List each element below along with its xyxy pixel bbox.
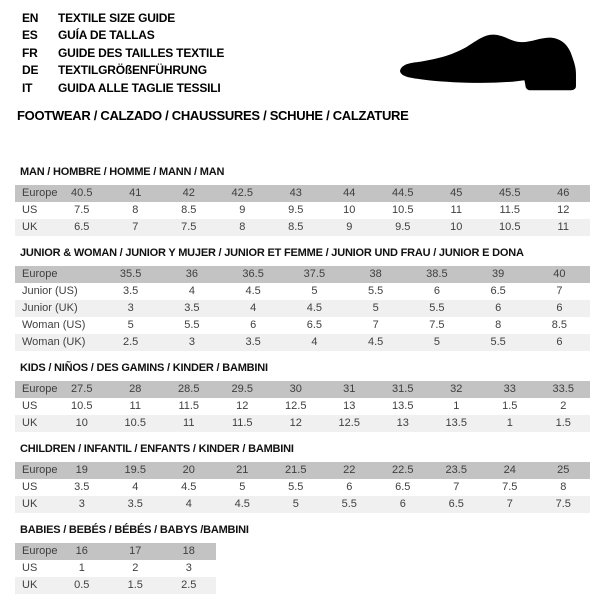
row-label: Europe [22, 545, 58, 557]
size-cell: 12 [236, 400, 249, 412]
language-title-list [22, 9, 224, 97]
size-cell: 7.5 [429, 319, 445, 331]
size-table-junior-woman [15, 266, 590, 351]
size-cell: 11 [450, 204, 462, 216]
size-cell: 5.5 [490, 336, 506, 348]
size-cell: 7 [556, 285, 563, 297]
size-cell: 7 [372, 319, 379, 331]
size-cell: 40.5 [71, 187, 93, 199]
size-cell: 8.5 [551, 319, 568, 331]
size-cell: 8.5 [181, 204, 197, 216]
row-label: UK [22, 221, 38, 233]
size-cell: 4 [132, 481, 139, 493]
size-cell: 13.5 [445, 417, 467, 429]
size-table-babies [15, 543, 216, 594]
size-cell: 10 [343, 204, 356, 216]
row-label: Woman (US) [22, 319, 86, 331]
size-cell: 2.5 [122, 336, 139, 348]
size-cell: 6 [433, 285, 440, 297]
size-cell: 7.5 [181, 221, 197, 233]
size-cell: 1 [453, 400, 460, 412]
language-row-en [22, 9, 224, 27]
size-cell: 2 [560, 400, 567, 412]
size-section-kids [15, 363, 590, 432]
row-label: Europe [22, 464, 58, 476]
size-cell: 3 [78, 498, 85, 510]
language-label: GUIDE DES TAILLES TEXTILE [58, 45, 225, 60]
size-cell: 3.5 [127, 498, 143, 510]
size-cell: 9 [346, 221, 353, 233]
size-cell: 6 [250, 319, 257, 331]
size-cell: 12 [289, 417, 302, 429]
size-cell: 6 [346, 481, 353, 493]
size-cell: 39 [492, 268, 505, 280]
size-cell: 43 [289, 187, 302, 199]
size-cell: 4.5 [181, 481, 197, 493]
language-row-fr [22, 44, 224, 62]
language-code: ES [22, 28, 38, 43]
size-cell: 33 [503, 383, 516, 395]
size-cell: 44 [343, 187, 356, 199]
size-cell: 10.5 [499, 221, 521, 233]
size-cell: 0.5 [74, 579, 90, 591]
row-label: UK [22, 579, 38, 591]
size-cell: 7 [506, 498, 513, 510]
size-cell: 37.5 [303, 268, 326, 280]
size-cell: 6.5 [448, 498, 464, 510]
category-heading: FOOTWEAR / CALZADO / CHAUSSURES / SCHUHE / CALZATURE [17, 108, 409, 123]
size-cell: 11 [183, 417, 195, 429]
size-cell: 17 [129, 545, 142, 557]
size-row-junior-woman-2 [15, 300, 590, 317]
size-cell: 5 [433, 336, 440, 348]
size-cell: 12.5 [285, 400, 307, 412]
language-row-de [22, 62, 224, 80]
size-cell: 6 [495, 302, 502, 314]
section-title-man: MAN / HOMBRE / HOMME / MANN / MAN [20, 166, 225, 178]
language-label: GUIDA ALLE TAGLIE TESSILI [58, 80, 221, 95]
size-cell: 38.5 [426, 268, 448, 280]
row-label: Europe [22, 383, 58, 395]
size-cell: 4 [250, 302, 257, 314]
size-cell: 2.5 [181, 579, 197, 591]
section-title-children: CHILDREN / INFANTIL / ENFANTS / KINDER / BAMBINI [20, 443, 294, 455]
language-row-it [22, 79, 224, 97]
size-cell: 6 [556, 302, 563, 314]
size-cell: 6.5 [74, 221, 90, 233]
size-sections [15, 167, 590, 600]
row-label: UK [22, 498, 38, 510]
size-row-man-1 [15, 202, 590, 219]
size-row-man-2 [15, 219, 590, 236]
size-cell: 30 [289, 383, 302, 395]
size-cell: 5 [311, 285, 318, 297]
section-title-kids: KIDS / NIÑOS / DES GAMINS / KINDER / BAMBINI [20, 362, 268, 374]
size-cell: 42.5 [231, 187, 253, 199]
size-cell: 19.5 [124, 464, 146, 476]
size-cell: 21 [236, 464, 249, 476]
size-cell: 3 [185, 562, 192, 574]
size-cell: 5 [292, 498, 299, 510]
size-row-kids-0 [15, 381, 590, 398]
size-cell: 8.5 [288, 221, 304, 233]
size-cell: 7 [453, 481, 460, 493]
section-title-junior-woman: JUNIOR & WOMAN / JUNIOR Y MUJER / JUNIOR ET FEMME / JUNIOR UND FRAU / JUNIOR E DONA [20, 247, 524, 259]
size-cell: 9.5 [395, 221, 411, 233]
language-code: FR [22, 45, 38, 60]
size-cell: 24 [503, 464, 516, 476]
size-cell: 4.5 [306, 302, 323, 314]
size-cell: 5.5 [288, 481, 304, 493]
language-code: IT [22, 80, 33, 95]
size-cell: 9.5 [288, 204, 304, 216]
row-label: US [22, 562, 38, 574]
language-label: TEXTILGRÖßENFÜHRUNG [58, 63, 207, 78]
size-cell: 11.5 [178, 400, 200, 412]
size-cell: 32 [450, 383, 463, 395]
language-label: TEXTILE SIZE GUIDE [58, 10, 176, 25]
row-label: UK [22, 417, 38, 429]
size-cell: 10 [450, 221, 463, 233]
row-label: US [22, 204, 38, 216]
size-cell: 7.5 [502, 481, 518, 493]
language-label: GUÍA DE TALLAS [58, 28, 155, 43]
row-label: US [22, 481, 38, 493]
size-cell: 6.5 [490, 285, 506, 297]
size-cell: 38 [369, 268, 382, 280]
size-section-babies [15, 525, 590, 594]
size-cell: 4 [311, 336, 318, 348]
size-cell: 3 [188, 336, 195, 348]
row-label: Junior (US) [22, 285, 78, 297]
language-code: EN [22, 10, 39, 25]
size-cell: 45 [450, 187, 463, 199]
size-section-man [15, 167, 590, 236]
size-cell: 5 [372, 302, 379, 314]
size-cell: 3.5 [184, 302, 200, 314]
size-cell: 6.5 [306, 319, 323, 331]
size-row-children-0 [15, 462, 590, 479]
size-cell: 6 [556, 336, 563, 348]
size-cell: 28.5 [178, 383, 200, 395]
size-cell: 5.5 [367, 285, 384, 297]
size-cell: 23.5 [445, 464, 467, 476]
size-table-kids [15, 381, 590, 432]
size-cell: 4 [185, 498, 192, 510]
size-cell: 40 [553, 268, 566, 280]
size-cell: 16 [75, 545, 88, 557]
size-cell: 2 [132, 562, 139, 574]
size-cell: 36 [185, 268, 198, 280]
size-section-junior-woman [15, 248, 590, 351]
size-row-children-2 [15, 496, 590, 513]
size-cell: 1.5 [502, 400, 518, 412]
size-cell: 13.5 [392, 400, 414, 412]
size-cell: 5.5 [341, 498, 357, 510]
row-label: US [22, 400, 38, 412]
size-row-kids-1 [15, 398, 590, 415]
size-cell: 28 [129, 383, 142, 395]
language-code: DE [22, 63, 39, 78]
size-cell: 12 [557, 204, 570, 216]
size-cell: 13 [343, 400, 356, 412]
size-cell: 22.5 [392, 464, 414, 476]
size-cell: 11 [557, 221, 569, 233]
size-cell: 4 [188, 285, 195, 297]
size-cell: 22 [343, 464, 356, 476]
size-cell: 46 [557, 187, 570, 199]
size-cell: 7.5 [74, 204, 90, 216]
size-row-babies-1 [15, 560, 216, 577]
size-row-junior-woman-0 [15, 266, 590, 283]
row-label: Junior (UK) [22, 302, 78, 314]
language-row-es [22, 27, 224, 45]
size-cell: 21.5 [285, 464, 307, 476]
size-cell: 13 [396, 417, 409, 429]
size-row-junior-woman-4 [15, 334, 590, 351]
size-cell: 33.5 [552, 383, 574, 395]
row-label: Europe [22, 268, 58, 280]
size-cell: 3.5 [245, 336, 261, 348]
size-cell: 5 [239, 481, 246, 493]
size-cell: 42 [182, 187, 195, 199]
size-cell: 45.5 [499, 187, 521, 199]
size-cell: 9 [239, 204, 246, 216]
section-title-babies: BABIES / BEBÉS / BÉBÉS / BABYS /BAMBINI [20, 524, 249, 536]
size-row-man-0 [15, 185, 590, 202]
size-cell: 10.5 [71, 400, 93, 412]
size-cell: 1.5 [127, 579, 143, 591]
size-cell: 6.5 [395, 481, 411, 493]
size-row-kids-2 [15, 415, 590, 432]
size-cell: 8 [239, 221, 246, 233]
size-cell: 11.5 [499, 204, 521, 216]
size-row-babies-0 [15, 543, 216, 560]
size-cell: 3.5 [122, 285, 139, 297]
size-cell: 4.5 [245, 285, 261, 297]
size-section-children [15, 444, 590, 513]
row-label: Europe [22, 187, 58, 199]
size-cell: 12.5 [338, 417, 360, 429]
size-cell: 31 [343, 383, 356, 395]
size-cell: 1 [78, 562, 85, 574]
size-cell: 3.5 [74, 481, 90, 493]
size-cell: 27.5 [71, 383, 93, 395]
size-cell: 8 [560, 481, 567, 493]
size-row-children-1 [15, 479, 590, 496]
size-cell: 11 [129, 400, 141, 412]
size-cell: 5.5 [184, 319, 200, 331]
size-cell: 6 [399, 498, 406, 510]
size-cell: 7.5 [555, 498, 571, 510]
size-row-junior-woman-3 [15, 317, 590, 334]
size-cell: 10 [75, 417, 88, 429]
size-table-man [15, 185, 590, 236]
size-cell: 20 [182, 464, 195, 476]
size-cell: 11.5 [231, 417, 253, 429]
size-cell: 8 [495, 319, 502, 331]
size-cell: 25 [557, 464, 570, 476]
size-cell: 31.5 [392, 383, 414, 395]
dress-shoe-icon [398, 33, 578, 93]
size-cell: 44.5 [392, 187, 414, 199]
size-table-children [15, 462, 590, 513]
size-cell: 18 [182, 545, 195, 557]
size-cell: 35.5 [119, 268, 142, 280]
size-cell: 1.5 [555, 417, 571, 429]
size-cell: 1 [506, 417, 513, 429]
size-cell: 10.5 [392, 204, 414, 216]
size-cell: 10.5 [124, 417, 146, 429]
size-cell: 29.5 [231, 383, 253, 395]
size-cell: 41 [129, 187, 142, 199]
size-cell: 19 [75, 464, 88, 476]
size-cell: 4.5 [367, 336, 384, 348]
size-cell: 3 [127, 302, 134, 314]
row-label: Woman (UK) [22, 336, 86, 348]
size-row-babies-2 [15, 577, 216, 594]
size-cell: 36.5 [242, 268, 264, 280]
size-cell: 5 [127, 319, 134, 331]
size-cell: 7 [132, 221, 139, 233]
size-cell: 4.5 [234, 498, 250, 510]
size-cell: 8 [132, 204, 139, 216]
size-row-junior-woman-1 [15, 283, 590, 300]
size-cell: 5.5 [429, 302, 445, 314]
